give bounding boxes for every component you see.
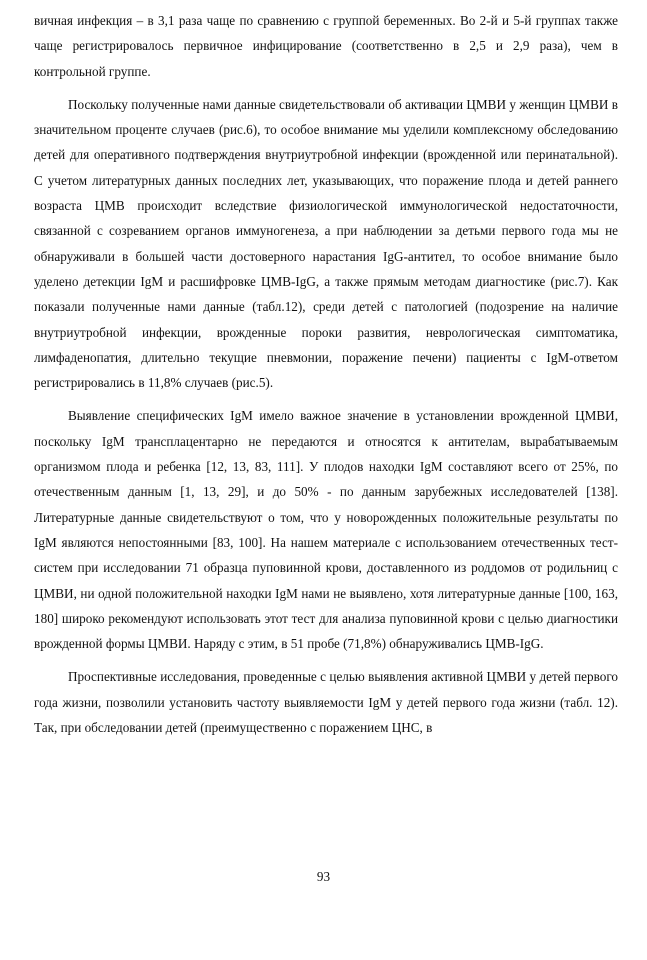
- page-number: 93: [316, 869, 331, 884]
- paragraph-4: Проспективные исследования, проведенные с целью выявления активной ЦМВИ у детей первого года жизни, позволили установить частоту выявляемости IgM у детей первого года жизни (табл. 12). Так, при обследовании детей (преимущественно с поражением ЦНС, в: [34, 669, 618, 736]
- paragraph-3: Выявление специфических IgM имело важное значение в установлении врожденной ЦМВИ, поскольку IgM трансплацентарно не передаются и относятся к антителам, вырабатываемым организмом плода и ребенка [12, 13, 83, 111]. У плодов находки IgM составляют всего от 25%, по отечественным данным [1, 13, 29], и до 50% - по данным зарубежных исследователей [138]. Литературные данные свидетельствуют о том, что у новорожденных положительные результаты по IgM являются непостоянными [83, 100]. На нашем материале с использованием отечественных тест-систем при исследовании 71 образца пуповинной крови, доставленного из роддомов от родильниц с ЦМВИ, ни одной положительной находки IgM нами не выявлено, хотя литературные данные [100, 163, 180] широко рекомендуют использовать этот тест для анализа пуповинной крови с целью диагностики врожденной формы ЦМВИ. Наряду с этим, в 51 пробе (71,8%) обнаруживались ЦМВ-IgG.: [34, 408, 618, 652]
- paragraph-1: вичная инфекция – в 3,1 раза чаще по сравнению с группой беременных. Во 2-й и 5-й группах также чаще регистрировалось первичное инфицирование (соответственно в 2,5 и 2,9 раза), чем в контрольной группе.: [34, 13, 618, 79]
- paragraph-gap: [34, 395, 618, 403]
- paragraph-2: Поскольку полученные нами данные свидетельствовали об активации ЦМВИ у женщин ЦМВИ в значительном проценте случаев (рис.6), то особое внимание мы уделили комплексному обследованию детей для оперативного подтверждения внутриутробной инфекции (врожденной или перинатальной). С учетом литературных данных последних лет, указывающих, что поражение плода и детей раннего возраста ЦМВ происходит вследствие физиологической иммунологической недостаточности, связанной с созреванием органов иммуногенеза, а при наблюдении за детьми первого года мы не обнаруживали в большей части достоверного нарастания IgG-антител, то особое внимание было уделено детекции IgM и расшифровке ЦМВ-IgG, а также прямым методам диагностике (рис.7). Как показали полученные нами данные (табл.12), среди детей с патологией (подозрение на наличие внутриутробной инфекции, врожденные пороки развития, неврологическая симптоматика, лимфаденопатия, длительно текущие пневмонии, поражение печени) пациенты с IgM-ответом регистрировались в 11,8% случаев (рис.5).: [34, 96, 618, 391]
- paragraph-gap: [34, 656, 618, 664]
- document-page: [34, 8, 618, 740]
- paragraph-gap: [34, 84, 618, 92]
